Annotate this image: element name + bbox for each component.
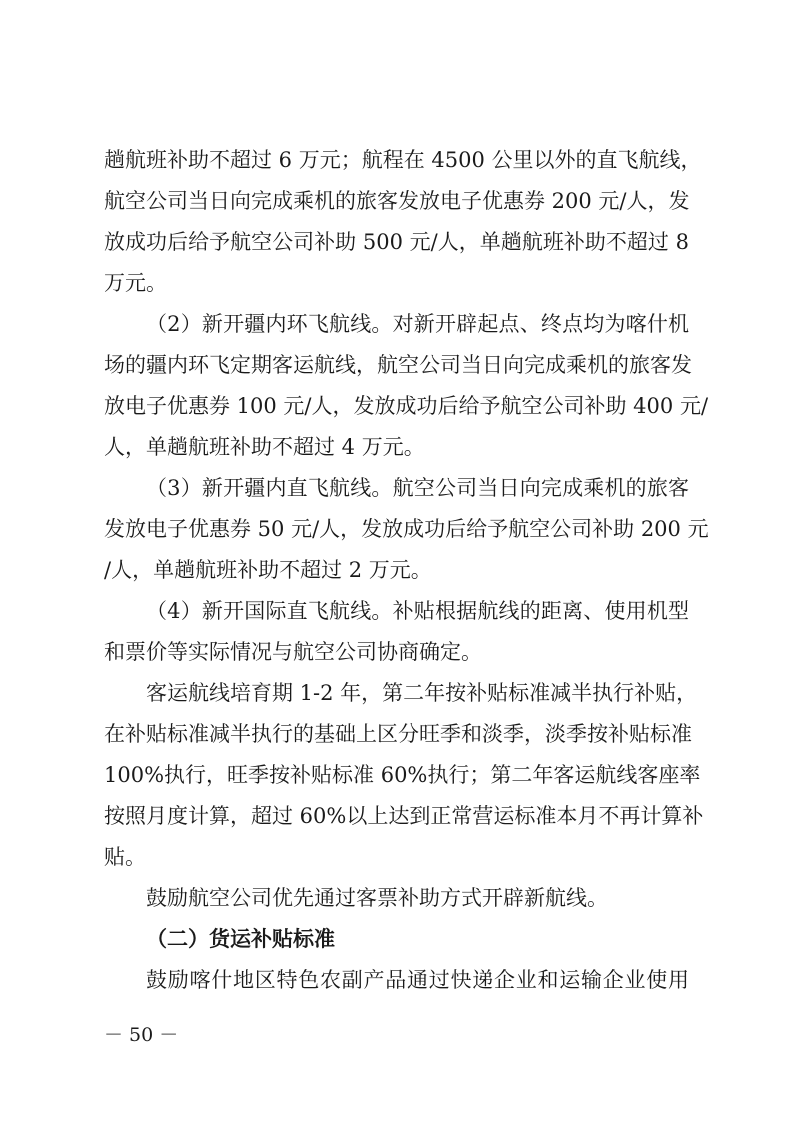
text-line: 趟航班补助不超过 6 万元；航程在 4500 公里以外的直飞航线， — [104, 148, 702, 172]
text-line: 场的疆内环飞定期客运航线，航空公司当日向完成乘机的旅客发 — [104, 353, 692, 377]
text-line: 按照月度计算，超过 60%以上达到正常营运标准本月不再计算补 — [104, 804, 704, 828]
text-line: 客运航线培育期 1-2 年，第二年按补贴标准减半执行补贴， — [146, 681, 698, 705]
text-line: 放电子优惠券 100 元/人，发放成功后给予航空公司补助 400 元/ — [104, 394, 709, 418]
text-line: 航空公司当日向完成乘机的旅客发放电子优惠券 200 元/人，发 — [104, 189, 690, 213]
text-line: 100%执行，旺季按补贴标准 60%执行；第二年客运航线客座率 — [104, 763, 701, 787]
text-line: 鼓励喀什地区特色农副产品通过快递企业和运输企业使用 — [146, 968, 689, 992]
text-line: （2）新开疆内环飞航线。对新开辟起点、终点均为喀什机 — [146, 312, 689, 336]
text-line: 在补贴标准减半执行的基础上区分旺季和淡季，淡季按补贴标准 — [104, 722, 692, 746]
page-number: － 50 － — [104, 1024, 179, 1046]
text-line: 和票价等实际情况与航空公司协商确定。 — [104, 640, 482, 664]
text-line: 人，单趟航班补助不超过 4 万元。 — [104, 435, 425, 459]
text-line: /人，单趟航班补助不超过 2 万元。 — [104, 558, 432, 582]
text-line: （4）新开国际直飞航线。补贴根据航线的距离、使用机型 — [146, 599, 689, 623]
text-line: 放成功后给予航空公司补助 500 元/人，单趟航班补助不超过 8 — [104, 230, 689, 254]
section-heading: （二）货运补贴标准 — [146, 926, 335, 951]
text-line: 万元。 — [104, 271, 167, 295]
text-line: （3）新开疆内直飞航线。航空公司当日向完成乘机的旅客 — [146, 476, 689, 500]
text-line: 发放电子优惠券 50 元/人，发放成功后给予航空公司补助 200 元 — [104, 517, 709, 541]
text-line: 贴。 — [104, 845, 146, 869]
text-line: 鼓励航空公司优先通过客票补助方式开辟新航线。 — [146, 886, 608, 910]
